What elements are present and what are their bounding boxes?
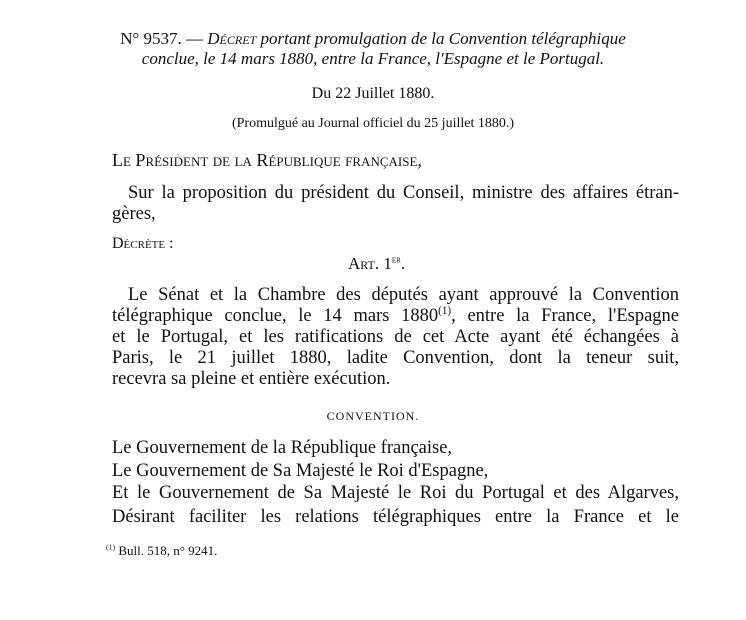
promulgation-note: (Promulgué au Journal officiel du 25 juillet 1880.) <box>231 116 515 131</box>
decree-number: N° 9537. <box>120 29 182 48</box>
article-text-line-1: Le Sénat et la Chambre des députés ayant approuvé la Convention <box>128 285 679 305</box>
article-sup: er <box>391 254 401 266</box>
president-heading: Le Président de la République française, <box>112 150 422 170</box>
article-text-line-4: Paris, le 21 juillet 1880, ladite Convention, dont la teneur suit, <box>112 348 679 368</box>
proposal-line-2: gères, <box>112 204 156 224</box>
article-text-line-2b: , entre la France, l'Espagne <box>451 306 679 326</box>
article-text-line-2 <box>112 306 679 327</box>
decree-title-rest: portant promulgation de la Convention télégraphique <box>256 29 626 48</box>
article-label: Art. 1 <box>348 254 392 273</box>
article-text-line-5: recevra sa pleine et entière exécution. <box>112 369 391 389</box>
decree-title-line-1 <box>0 29 746 49</box>
article-dot: . <box>400 254 406 273</box>
decree-title-line-2: conclue, le 14 mars 1880, entre la France, l'Espagne et le Portugal. <box>141 49 605 68</box>
article-text-line-3: et le Portugal, et les ratifications de cet Acte ayant été échangées à <box>112 327 679 347</box>
convention-line-3: Et le Gouvernement de Sa Majesté le Roi du Portugal et des Algarves, <box>112 483 679 503</box>
proposal-line-1: Sur la proposition du président du Conseil, ministre des affaires étran- <box>128 183 679 203</box>
convention-line-1: Le Gouvernement de la République française, <box>112 438 453 458</box>
convention-heading: CONVENTION. <box>326 409 420 423</box>
decree-label: Décret <box>207 29 257 48</box>
decrete-label: Décrète : <box>112 235 174 252</box>
convention-line-2: Le Gouvernement de Sa Majesté le Roi d'Espagne, <box>112 461 489 481</box>
footnote-marker: (1) <box>106 542 116 552</box>
article-heading <box>348 254 405 274</box>
convention-line-4: Désirant faciliter les relations télégraphiques entre la France et le <box>112 507 679 527</box>
footnote <box>106 543 217 559</box>
decree-date: Du 22 Juillet 1880. <box>311 85 435 102</box>
article-text-line-2a: télégraphique conclue, le 14 mars 1880 <box>112 306 439 326</box>
footnote-text: Bull. 518, n° 9241. <box>115 543 218 558</box>
footnote-ref: (1) <box>438 304 452 317</box>
title-dash: — <box>181 29 208 48</box>
